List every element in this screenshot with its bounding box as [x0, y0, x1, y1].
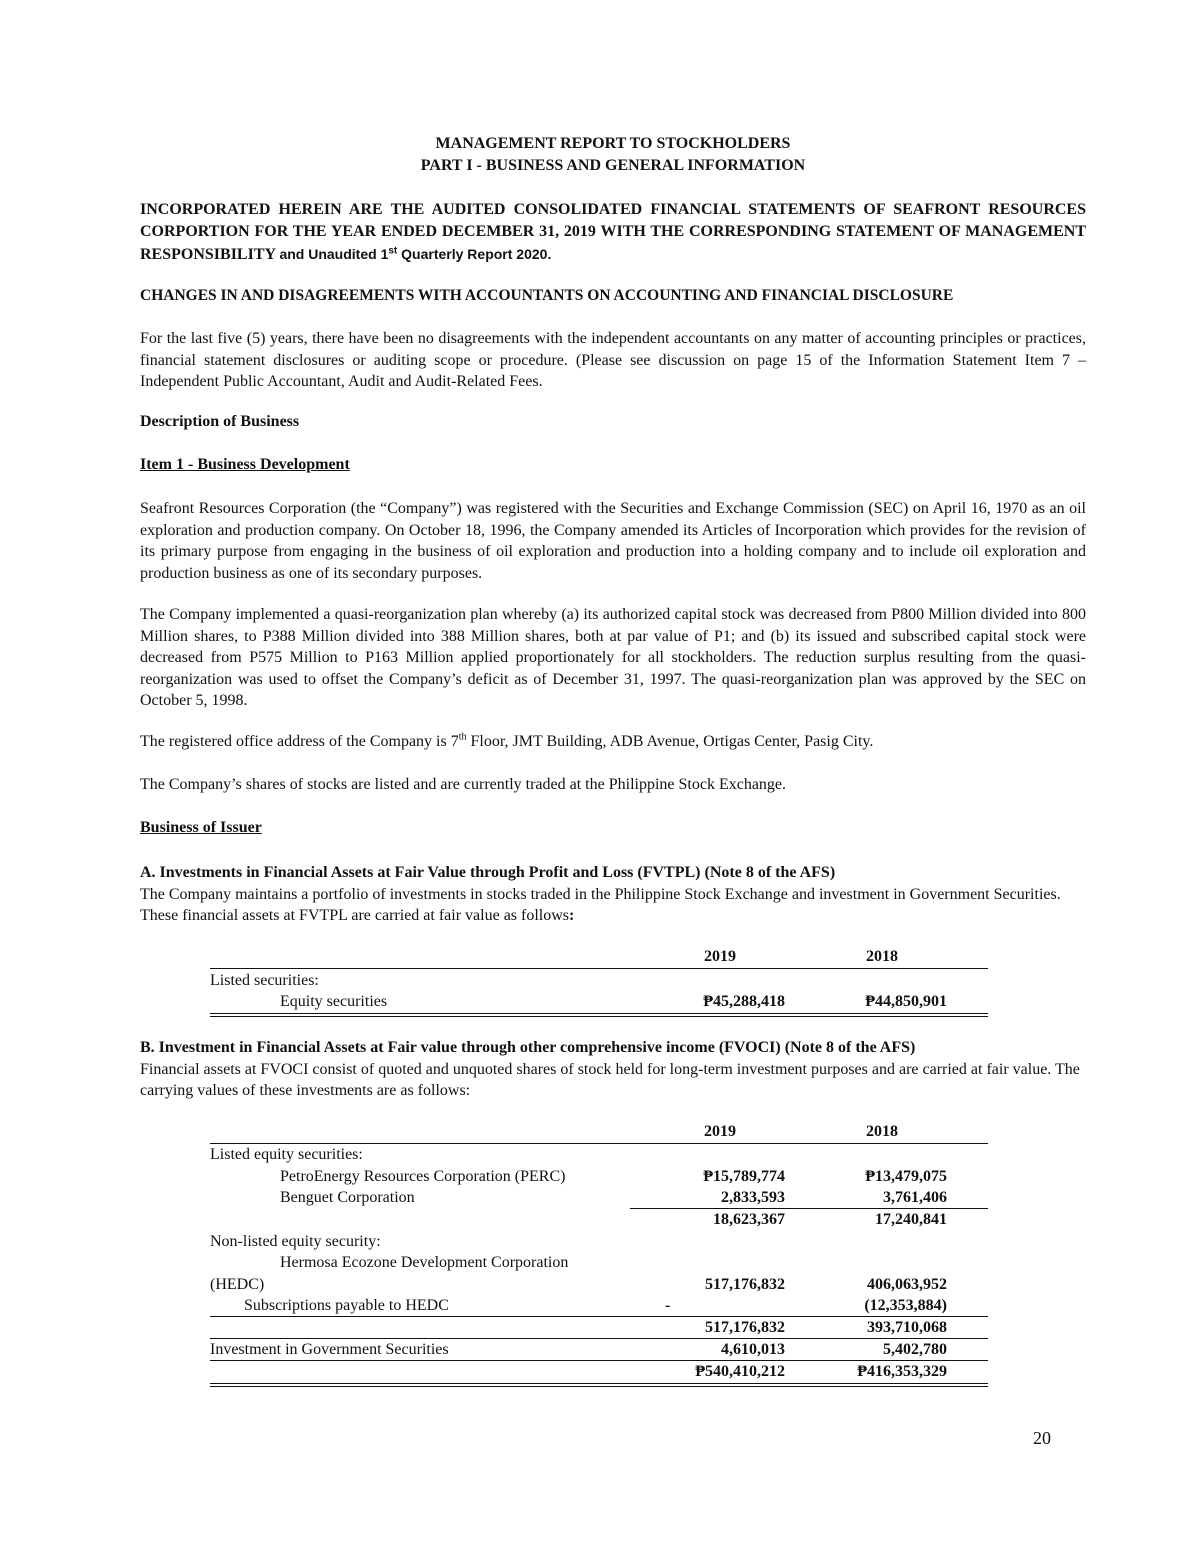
incorporated-suffix: and Unaudited 1st Quarterly Report 2020. — [279, 245, 552, 262]
section-b-heading: B. Investment in Financial Assets at Fair value through other comprehensive income (FVOCI) (Note 8 of the AFS) — [140, 1039, 916, 1056]
changes-body: For the last five (5) years, there have been no disagreements with the independent accountants on any matter of accounting principles or practices, financial statement disclosures or auditing scope or procedure. (Please see discussion on page 15 of the Information Statement Item 7 – Independent Public Accountant, Audit and Audit-Related Fees. — [140, 330, 1086, 390]
report-subtitle: PART I - BUSINESS AND GENERAL INFORMATION — [420, 157, 806, 174]
section-b-body: Financial assets at FVOCI consist of quoted and unquoted shares of stock held for long-term investment purposes and are carried at fair value. The carrying values of these investments are as follows: — [140, 1060, 1080, 1099]
item1-heading: Item 1 - Business Development — [140, 456, 350, 473]
business-paragraph-1: Seafront Resources Corporation (the “Company”) was registered with the Securities and Exchange Commission (SEC) on April 16, 1970 as an oil exploration and production company. On October 18, 1996, the Company amended its Articles of Incorporation which provides for the revision of its primary purpose from engaging in the business of oil exploration and production into a holding company and to include oil exploration and production business as one of its secondary purposes. — [140, 500, 1086, 582]
report-title: MANAGEMENT REPORT TO STOCKHOLDERS — [435, 135, 791, 152]
incorporated-text: INCORPORATED HEREIN ARE THE AUDITED CONSOLIDATED FINANCIAL STATEMENTS OF SEAFRONT RESOURCES CORPORTION FOR THE YEAR ENDED DECEMBER 31, 2019 WITH THE CORRESPONDING STATEMENT OF MANAGEMENT RESPONSIBILITY — [140, 201, 1086, 263]
description-heading: Description of Business — [140, 413, 300, 430]
divider — [210, 1013, 988, 1014]
business-paragraph-4: The Company’s shares of stocks are listed and are currently traded at the Philippine Stock Exchange. — [140, 776, 787, 793]
page-number: 20 — [1033, 1428, 1051, 1448]
section-a-heading: A. Investments in Financial Assets at Fair Value through Profit and Loss (FVTPL) (Note 8 of the AFS) — [140, 864, 836, 881]
section-a-body: The Company maintains a portfolio of investments in stocks traded in the Philippine Stock Exchange and investment in Government Securities. These financial assets at FVTPL are carried at fair value as follows — [140, 885, 1061, 924]
business-paragraph-2: The Company implemented a quasi-reorganization plan whereby (a) its authorized capital stock was decreased from P800 Million divided into 800 Million shares, to P388 Million divided into 388 Million shares, both at par value of P1; and (b) its issued and subscribed capital stock were decreased from P575 Million to P163 Million applied proportionately for all stockholders. The reduction surplus resulting from the quasi-reorganization was used to offset the Company’s deficit as of December 31, 1997. The quasi-reorganization plan was approved by the SEC on October 5, 1998. — [140, 606, 1086, 709]
section-b — [140, 1037, 1086, 1102]
issuer-heading: Business of Issuer — [140, 819, 262, 836]
divider — [210, 1386, 988, 1387]
changes-heading: CHANGES IN AND DISAGREEMENTS WITH ACCOUNTANTS ON ACCOUNTING AND FINANCIAL DISCLOSURE — [140, 287, 954, 304]
divider — [210, 968, 988, 969]
divider — [210, 1016, 988, 1017]
divider — [210, 1383, 988, 1384]
section-a: A. Investments in Financial Assets at Fair Value through Profit and Loss (FVTPL) (Note 8 of the AFS) The Company maintains a portfolio of investments in stocks traded in the Philippine Stock Exchange and investment in Government Securities. These financial assets at FVTPL are carried at fair value as follows: — [140, 864, 1061, 924]
business-paragraph-3: The registered office address of the Company is 7th Floor, JMT Building, ADB Avenue, Ortigas Center, Pasig City. — [140, 731, 874, 750]
incorporated-statement — [140, 199, 1086, 266]
